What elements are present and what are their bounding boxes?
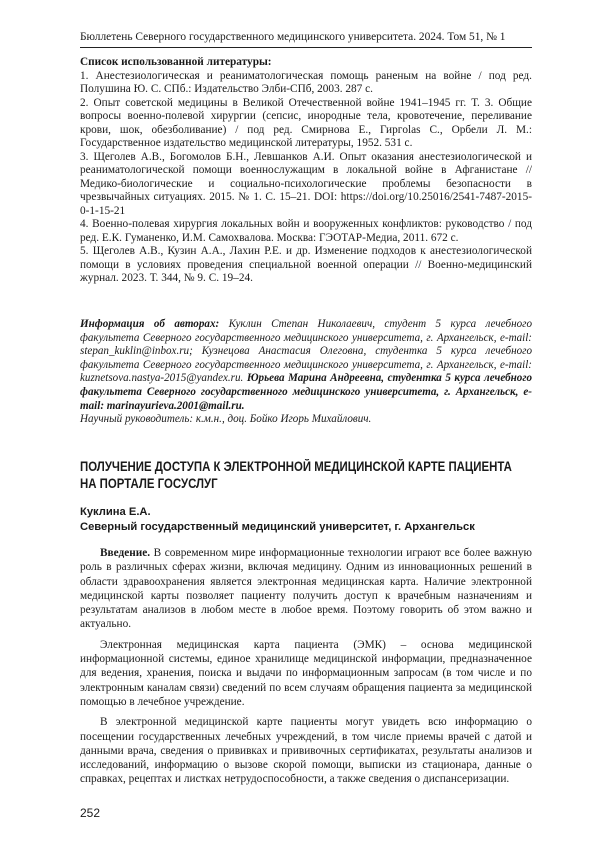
article-title-line2: НА ПОРТАЛЕ ГОСУСЛУГ xyxy=(80,476,218,491)
authors-info-bold-name: Юрьева Марина Андреевна, студентка 5 курса лечебного факультета Северного государственного медицинского университета, г. Архангельск, e-mail: marinayurieva.2001@mail.ru. xyxy=(80,372,532,412)
body-paragraph-text: В современном мире информационные технологии играют все более важную роль в различных сферах жизни, включая медицину. Одним из инновационных решений в области здравоохранения является электронная медицинская карта. Наличие электронной медицинской карты позволяет пациенту получить доступ к врачебным назначениям и результатам анализов в любом месте в любое время. Поэтому говорить об этом важно и актуально. xyxy=(80,547,532,631)
supervisor-line: Научный руководитель: к.м.н., доц. Бойко Игорь Михайлович. xyxy=(80,413,372,426)
references-section xyxy=(80,56,532,286)
reference-item: 1. Анестезиологическая и реаниматологическая помощь раненым на войне / под ред. Полушина Ю. С. СПб.: Издательство Элби-СПб, 2003. 287 с. xyxy=(80,69,532,95)
running-head: Бюллетень Северного государственного медицинского университета. 2024. Том 51, № 1 xyxy=(80,31,506,43)
references-title: Список использованной литературы: xyxy=(80,56,272,68)
intro-label: Введение. xyxy=(100,547,151,559)
authors-info xyxy=(80,318,532,427)
article-title-line1: ПОЛУЧЕНИЕ ДОСТУПА К ЭЛЕКТРОННОЙ МЕДИЦИНСКОЙ КАРТЕ ПАЦИЕНТА xyxy=(80,459,512,474)
authors-info-label: Информация об авторах: xyxy=(80,318,220,330)
reference-item: 5. Щеголев А.В., Кузин А.А., Лахин Р.Е. и др. Изменение подходов к анестезиологической помощи в условиях проведения специальной военной операции // Военно-медицинский журнал. 2023. Т. 344, № 9. С. 19–24. xyxy=(80,245,532,284)
article-affiliation: Северный государственный медицинский университет, г. Архангельск xyxy=(80,521,475,533)
body-paragraph: Электронная медицинская карта пациента (ЭМК) – основа медицинской информационной системы, единое хранилище медицинской информации, предназначенное для ведения, хранения, поиска и выдачи по информационным запросам (в том числе и по электронным каналам связи) сведений по всем случаям обращения пациента за медицинской помощью в лечебное учреждение. xyxy=(80,638,532,708)
header-divider xyxy=(80,47,532,48)
body-paragraph: В электронной медицинской карте пациенты могут увидеть всю информацию о посещении государственных лечебных учреждений, в том числе приемы врачей с датой и данными врача, сведения о прививках и прививочных сертификатах, результаты анализов и исследований, информацию о вызове скорой помощи, выписки из стационара, данные о справках, рецептах и листках нетрудоспособности, а также сведения о диспансеризации. xyxy=(80,716,532,786)
body-paragraph xyxy=(80,546,532,632)
reference-item: 2. Опыт советской медицины в Великой Отечественной войне 1941–1945 гг. Т. 3. Общие вопросы военно-полевой хирургии (сепсис, инородные тела, кровотечение, переливание крови, шок, обезболивание) / под ред. Смирнова Е., Гиргolas С., Орбели Л. М.: Государственное издательство медицинской литературы, 1952. 531 с. xyxy=(80,96,532,149)
reference-item: 4. Военно-полевая хирургия локальных войн и вооруженных конфликтов: руководство / под ред. Е.К. Гуманенко, И.М. Самохвалова. Москва: ГЭОТАР-Медиа, 2011. 672 с. xyxy=(80,218,532,244)
page-number: 252 xyxy=(80,806,101,820)
reference-item: 3. Щеголев А.В., Богомолов Б.Н., Левшанков А.И. Опыт оказания анестезиологической и реаниматологической помощи военнослужащим в локальной войне в Афганистане // Медико-биологические и социально-психологические проблемы безопасности в чрезвычайных ситуациях. 2015. № 1. С. 15–21. DOI: https://doi.org/10.25016/2541-7487-2015-0-1-15-21 xyxy=(80,150,532,217)
article-author: Куклина Е.А. xyxy=(80,506,151,518)
byline xyxy=(80,505,532,535)
article-body xyxy=(80,546,532,793)
article-title xyxy=(80,458,512,492)
authors-info-text: Куклин Степан Николаевич, студент 5 курса лечебного факультета Северного государственного медицинского университета, г. Архангельск, e-mail: stepan_kuklin@inbox.ru; Кузнецова Анастасия Олеговна, студентка 5 курса лечебного факультета Северного государственного медицинского университета, г. Архангельск, e-mail: kuznetsova.nastya-2015@yandex.ru. xyxy=(80,318,532,385)
